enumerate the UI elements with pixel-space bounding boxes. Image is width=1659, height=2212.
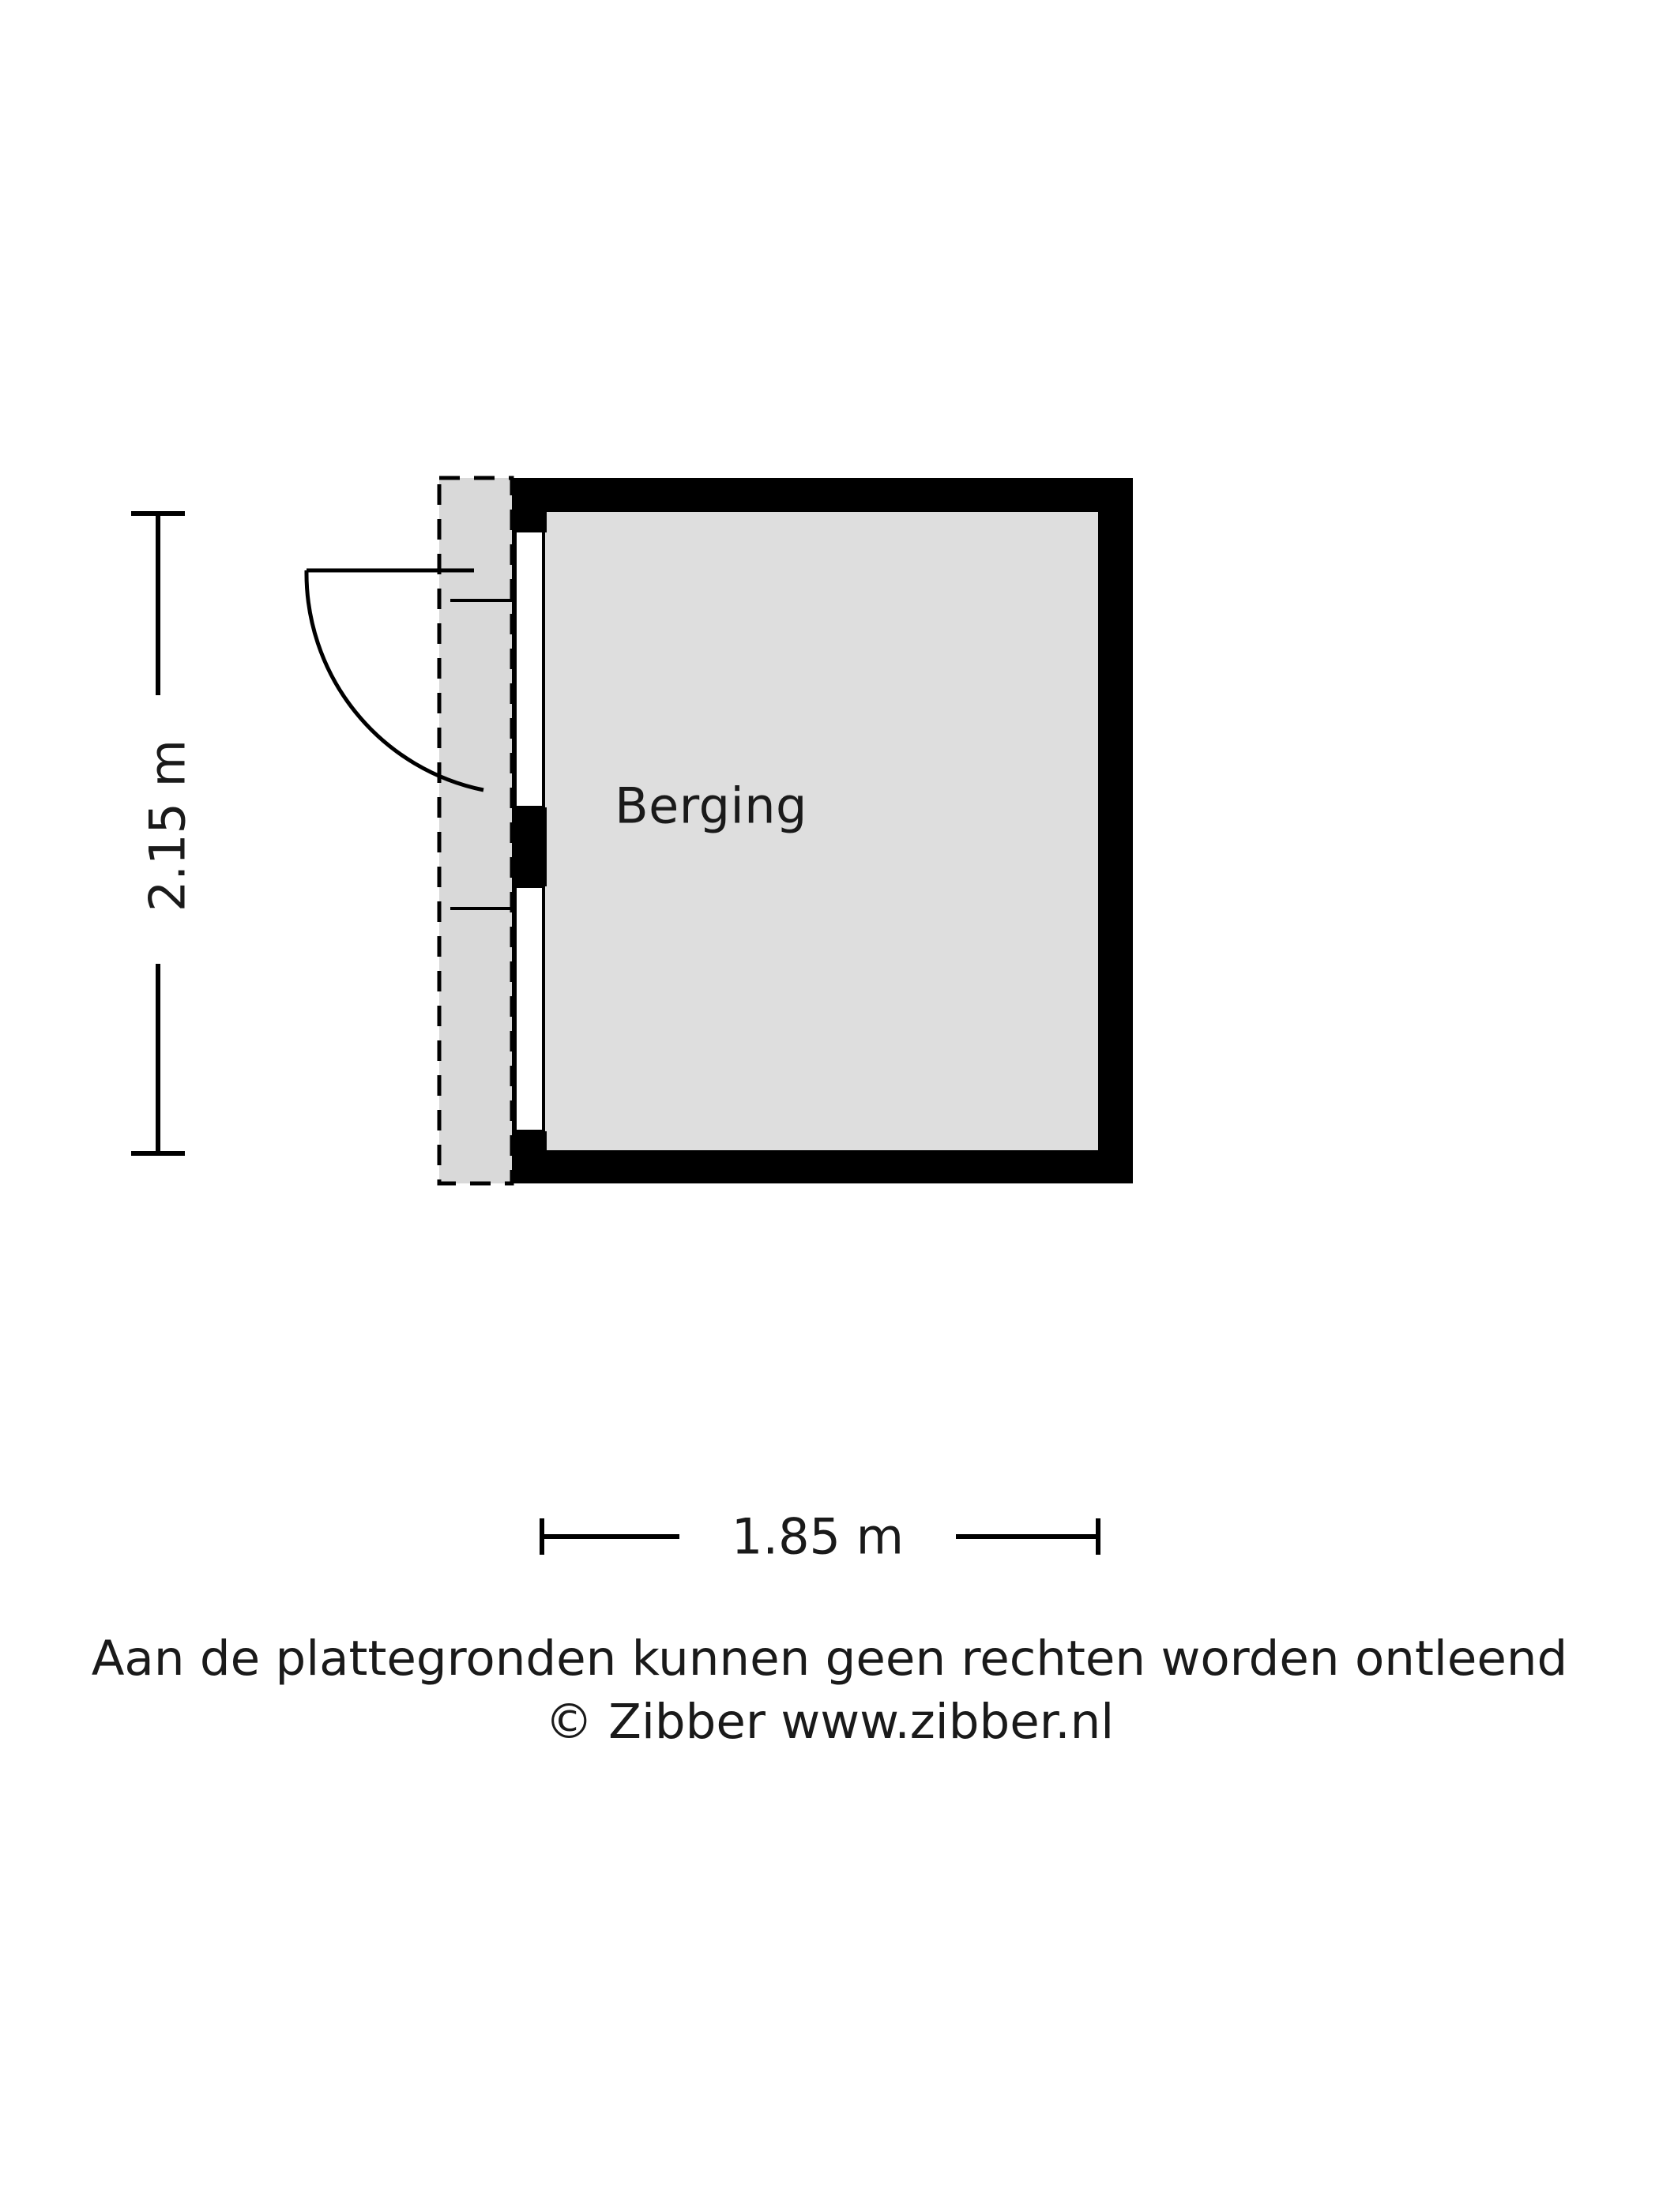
door-leaf-lower (515, 886, 544, 1131)
dimension-label-vertical: 2.15 m (138, 739, 197, 912)
door-jamb-top (512, 512, 547, 532)
room-label-berging: Berging (615, 777, 807, 835)
footer-disclaimer (0, 1627, 1659, 1754)
disclaimer-text: Aan de plattegronden kunnen geen rechten worden ontleend (91, 1631, 1568, 1687)
dimension-label-horizontal: 1.85 m (731, 1507, 905, 1566)
door-leaf-upper (515, 531, 544, 807)
door-zone-fill (439, 478, 512, 1183)
door-jamb-bottom (512, 1131, 547, 1152)
copyright-text: © Zibber www.zibber.nl (544, 1694, 1115, 1750)
door-jamb-middle (512, 807, 547, 886)
